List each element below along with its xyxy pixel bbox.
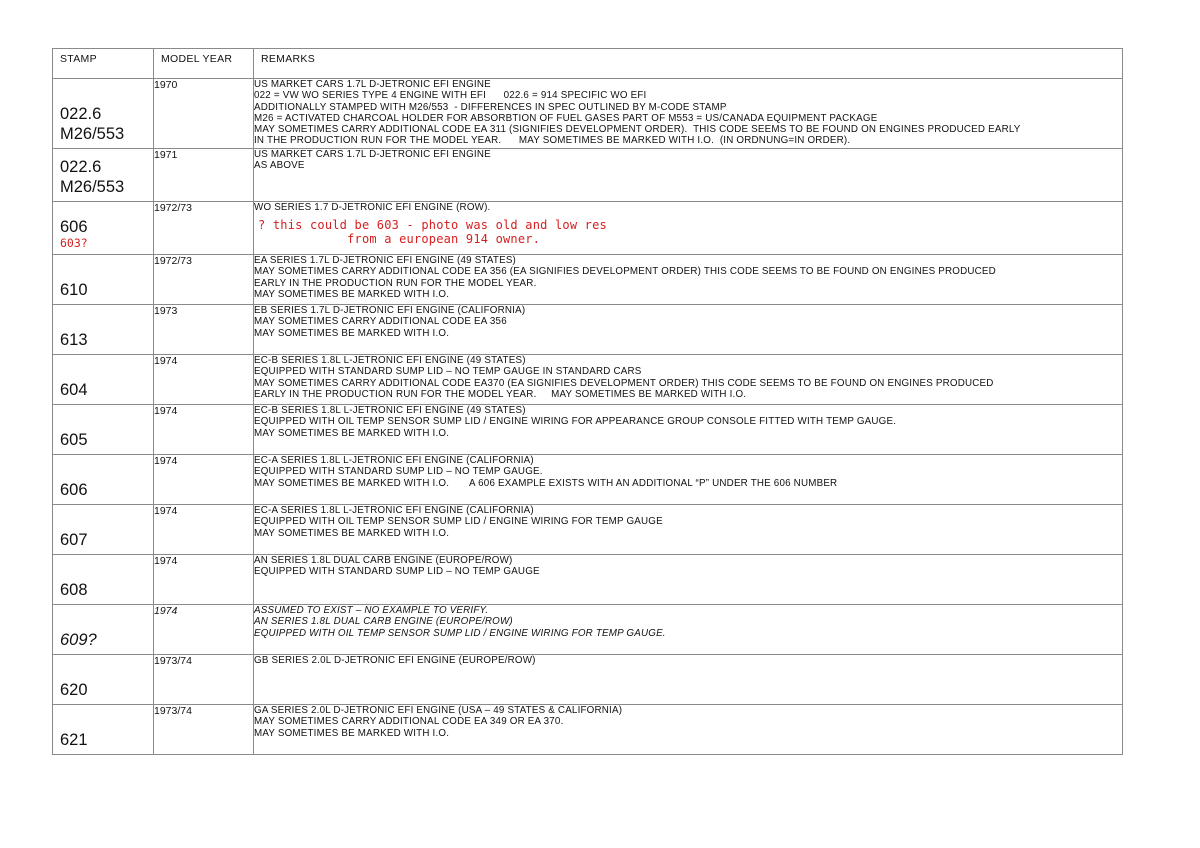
table-row (53, 202, 1123, 255)
remarks-line: AN SERIES 1.8L DUAL CARB ENGINE (EUROPE/ROW) (254, 555, 513, 566)
table-row (53, 505, 1123, 555)
header-model-year: MODEL YEAR (154, 49, 254, 79)
remarks-cell (254, 255, 1123, 305)
stamp-code (60, 217, 88, 250)
remarks-line: MAY SOMETIMES BE MARKED WITH I.O. A 606 EXAMPLE EXISTS WITH AN ADDITIONAL “P” UNDER THE 606 NUMBER (254, 477, 838, 489)
stamp-code (60, 630, 97, 650)
stamp-code (60, 104, 124, 144)
remarks-line: MAY SOMETIMES BE MARKED WITH I.O. (254, 427, 450, 439)
stamp-cell (53, 305, 154, 355)
model-year-cell: 1974 (154, 355, 254, 405)
model-year-cell: 1972/73 (154, 255, 254, 305)
table-row (53, 149, 1123, 202)
stamp-line: 606 (60, 218, 88, 236)
stamp-cell (53, 705, 154, 755)
stamp-code (60, 730, 88, 750)
handwritten-annotation: ? this could be 603 - photo was old and low res from a european 914 owner. (258, 218, 607, 247)
stamp-code (60, 280, 88, 300)
remarks-line: MAY SOMETIMES CARRY ADDITIONAL CODE EA 349 OR EA 370. (254, 716, 564, 728)
remarks-cell (254, 505, 1123, 555)
stamp-cell (53, 655, 154, 705)
model-year-cell: 1970 (154, 79, 254, 149)
remarks-line: US MARKET CARS 1.7L D-JETRONIC EFI ENGINE (254, 79, 491, 90)
model-year-cell: 1973 (154, 305, 254, 355)
remarks-line: AN SERIES 1.8L DUAL CARB ENGINE (EUROPE/ROW) (254, 616, 513, 628)
stamp-line: 022.6 (60, 105, 102, 123)
header-row (53, 49, 1123, 79)
table-body (53, 79, 1123, 755)
stamp-line: 610 (60, 281, 88, 299)
stamp-handwritten-note: 603? (60, 236, 88, 250)
table-row (53, 355, 1123, 405)
stamp-line: 613 (60, 331, 88, 349)
remarks-line: EARLY IN THE PRODUCTION RUN FOR THE MODEL YEAR. (254, 277, 537, 289)
remarks-cell (254, 705, 1123, 755)
remarks-cell (254, 655, 1123, 705)
remarks-cell (254, 79, 1123, 149)
remarks-line: EARLY IN THE PRODUCTION RUN FOR THE MODEL YEAR. MAY SOMETIMES BE MARKED WITH I.O. (254, 388, 747, 400)
stamp-line: 605 (60, 431, 88, 449)
engine-stamp-table (52, 48, 1123, 755)
remarks-line: ASSUMED TO EXIST – NO EXAMPLE TO VERIFY. (254, 605, 489, 616)
remarks-line: AS ABOVE (254, 160, 305, 172)
remarks-line: MAY SOMETIMES BE MARKED WITH I.O. (254, 288, 450, 300)
remarks-cell (254, 305, 1123, 355)
model-year-cell: 1973/74 (154, 655, 254, 705)
model-year-cell: 1974 (154, 555, 254, 605)
remarks-line: EC-A SERIES 1.8L L-JETRONIC EFI ENGINE (CALIFORNIA) (254, 505, 534, 516)
remarks-line: EQUIPPED WITH OIL TEMP SENSOR SUMP LID / ENGINE WIRING FOR APPEARANCE GROUP CONSOLE FITTED WITH TEMP GAUGE. (254, 416, 897, 428)
remarks-line: MAY SOMETIMES CARRY ADDITIONAL CODE EA 311 (SIGNIFIES DEVELOPMENT ORDER). THIS CODE SEEMS TO BE FOUND ON ENGINES PRODUCED EARLY (254, 124, 1021, 136)
stamp-line: 608 (60, 581, 88, 599)
model-year-cell: 1973/74 (154, 705, 254, 755)
stamp-cell (53, 202, 154, 255)
model-year-cell: 1974 (154, 605, 254, 655)
stamp-code (60, 480, 88, 500)
stamp-code (60, 430, 88, 450)
table-row (53, 305, 1123, 355)
stamp-cell (53, 605, 154, 655)
stamp-code (60, 580, 88, 600)
remarks-cell (254, 555, 1123, 605)
model-year-cell: 1974 (154, 505, 254, 555)
remarks-line: MAY SOMETIMES CARRY ADDITIONAL CODE EA370 (EA SIGNIFIES DEVELOPMENT ORDER) THIS CODE SEEMS TO BE FOUND ON ENGINES PRODUCED (254, 377, 994, 389)
remarks-line: EA SERIES 1.7L D-JETRONIC EFI ENGINE (49 STATES) (254, 255, 517, 266)
remarks-cell (254, 605, 1123, 655)
stamp-line: 604 (60, 381, 88, 399)
stamp-code (60, 680, 88, 700)
stamp-line: 609? (60, 631, 97, 649)
stamp-code (60, 330, 88, 350)
remarks-line: US MARKET CARS 1.7L D-JETRONIC EFI ENGINE (254, 149, 491, 160)
stamp-cell (53, 405, 154, 455)
stamp-line: M26/553 (60, 178, 125, 196)
remarks-line: MAY SOMETIMES BE MARKED WITH I.O. (254, 327, 450, 339)
stamp-line: M26/553 (60, 125, 125, 143)
remarks-line: EQUIPPED WITH STANDARD SUMP LID – NO TEMP GAUGE (254, 566, 540, 578)
stamp-cell (53, 255, 154, 305)
model-year-cell: 1971 (154, 149, 254, 202)
stamp-line: 621 (60, 731, 88, 749)
stamp-line: 606 (60, 481, 88, 499)
remarks-line: GB SERIES 2.0L D-JETRONIC EFI ENGINE (EUROPE/ROW) (254, 655, 536, 666)
stamp-cell (53, 355, 154, 405)
remarks-cell (254, 202, 1123, 255)
remarks-cell (254, 405, 1123, 455)
remarks-line: EC-B SERIES 1.8L L-JETRONIC EFI ENGINE (49 STATES) (254, 405, 526, 416)
stamp-cell (53, 555, 154, 605)
table-row (53, 655, 1123, 705)
remarks-cell (254, 455, 1123, 505)
stamp-code (60, 157, 124, 197)
remarks-line: EQUIPPED WITH STANDARD SUMP LID – NO TEMP GAUGE IN STANDARD CARS (254, 366, 642, 378)
remarks-line: GA SERIES 2.0L D-JETRONIC EFI ENGINE (USA – 49 STATES & CALIFORNIA) (254, 705, 623, 716)
table-row (53, 255, 1123, 305)
table-row (53, 79, 1123, 149)
remarks-line: M26 = ACTIVATED CHARCOAL HOLDER FOR ABSORBTION OF FUEL GASES PART OF M553 = US/CANADA EQUIPMENT PACKAGE (254, 112, 878, 124)
remarks-line: EB SERIES 1.7L D-JETRONIC EFI ENGINE (CALIFORNIA) (254, 305, 526, 316)
remarks-cell (254, 149, 1123, 202)
stamp-line: 607 (60, 531, 88, 549)
header-remarks: REMARKS (254, 49, 1123, 79)
table-row (53, 705, 1123, 755)
remarks-line: EC-B SERIES 1.8L L-JETRONIC EFI ENGINE (49 STATES) (254, 355, 526, 366)
remarks-cell (254, 355, 1123, 405)
remarks-line: 022 = VW WO SERIES TYPE 4 ENGINE WITH EFI 022.6 = 914 SPECIFIC WO EFI (254, 90, 647, 102)
remarks-line: MAY SOMETIMES CARRY ADDITIONAL CODE EA 356 (254, 316, 507, 328)
remarks-line: EQUIPPED WITH OIL TEMP SENSOR SUMP LID / ENGINE WIRING FOR TEMP GAUGE (254, 516, 663, 528)
remarks-line: EC-A SERIES 1.8L L-JETRONIC EFI ENGINE (CALIFORNIA) (254, 455, 534, 466)
stamp-line: 022.6 (60, 158, 102, 176)
remarks-line: EQUIPPED WITH STANDARD SUMP LID – NO TEMP GAUGE. (254, 466, 543, 478)
header-stamp: STAMP (53, 49, 154, 79)
stamp-cell (53, 455, 154, 505)
table-row (53, 555, 1123, 605)
model-year-cell: 1974 (154, 455, 254, 505)
remarks-line: EQUIPPED WITH OIL TEMP SENSOR SUMP LID / ENGINE WIRING FOR TEMP GAUGE. (254, 627, 666, 639)
stamp-cell (53, 79, 154, 149)
stamp-code (60, 530, 88, 550)
table-row (53, 455, 1123, 505)
stamp-line: 620 (60, 681, 88, 699)
remarks-line: MAY SOMETIMES CARRY ADDITIONAL CODE EA 356 (EA SIGNIFIES DEVELOPMENT ORDER) THIS CODE SEEMS TO BE FOUND ON ENGINES PRODUCED (254, 266, 996, 278)
stamp-cell (53, 149, 154, 202)
remarks-line: WO SERIES 1.7 D-JETRONIC EFI ENGINE (ROW). (254, 202, 491, 213)
remarks-line: MAY SOMETIMES BE MARKED WITH I.O. (254, 727, 450, 739)
stamp-cell (53, 505, 154, 555)
stamp-code (60, 380, 88, 400)
remarks-line: IN THE PRODUCTION RUN FOR THE MODEL YEAR. MAY SOMETIMES BE MARKED WITH I.O. (IN ORDNUNG=IN ORDER). (254, 135, 851, 147)
model-year-cell: 1974 (154, 405, 254, 455)
remarks-line: MAY SOMETIMES BE MARKED WITH I.O. (254, 527, 450, 539)
table-row (53, 405, 1123, 455)
model-year-cell: 1972/73 (154, 202, 254, 255)
table-row (53, 605, 1123, 655)
remarks-line: ADDITIONALLY STAMPED WITH M26/553 - DIFFERENCES IN SPEC OUTLINED BY M-CODE STAMP (254, 101, 727, 113)
